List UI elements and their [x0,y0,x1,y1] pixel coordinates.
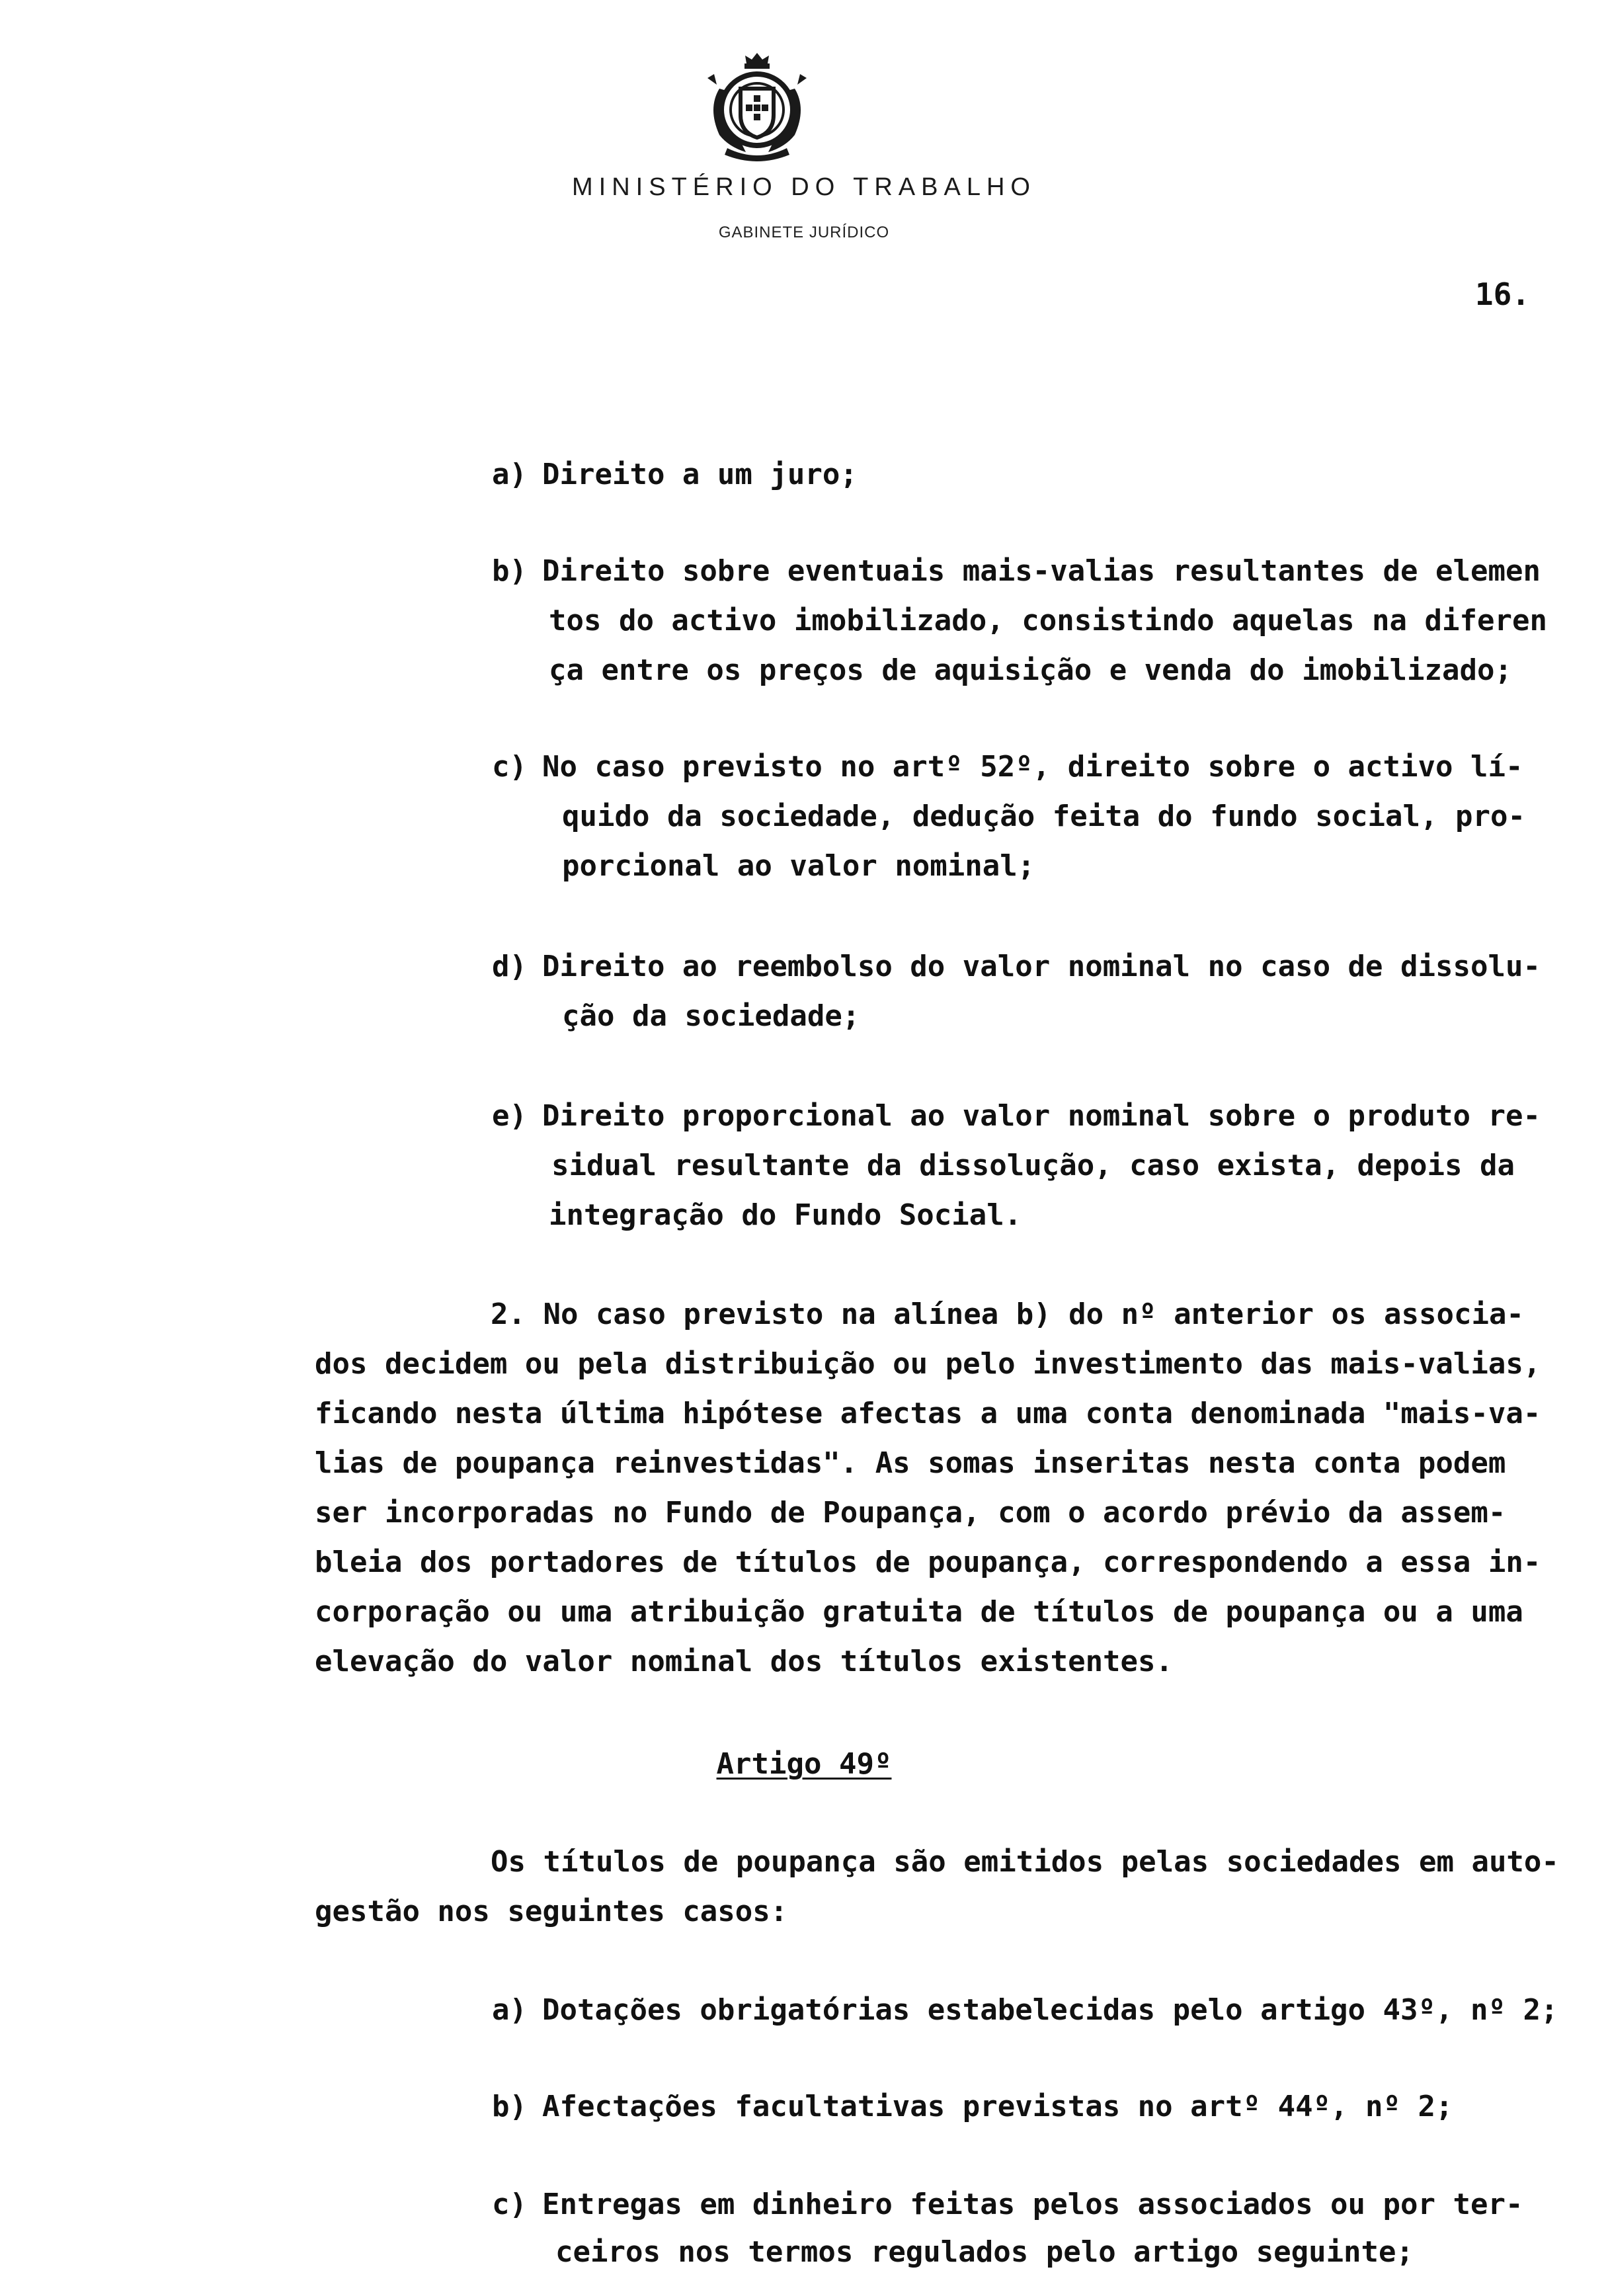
article-heading [0,1739,1608,1789]
list-item-line: Direito proporcional ao valor nominal sobre o produto re- [542,1099,1541,1133]
list-item-label: e) [492,1099,527,1133]
paragraph-line: lias de poupança reinvestidas". As somas inseritas nesta conta podem [315,1446,1506,1480]
list-item-label: a) [492,1993,527,2027]
list-item-line: quido da sociedade, dedução feita do fundo social, pro- [562,800,1525,833]
list-item-line: Direito sobre eventuais mais-valias resultantes de elemen [542,554,1541,588]
paragraph-line: elevação do valor nominal dos títulos existentes. [315,1645,1174,1678]
paragraph-line: bleia dos portadores de títulos de poupança, correspondendo a essa in- [315,1545,1541,1579]
list-item-line: tos do activo imobilizado, consistindo aquelas na diferen [549,604,1547,637]
list-item-label: a) [492,458,527,491]
list-item-line: No caso previsto no artº 52º, direito sobre o activo lí- [542,750,1523,784]
list-item-label: d) [492,950,527,983]
paragraph-line: gestão nos seguintes casos: [315,1895,788,1928]
paragraph-line: Os títulos de poupança são emitidos pelas sociedades em auto- [491,1845,1559,1879]
paragraph-line: ser incorporadas no Fundo de Poupança, com o acordo prévio da assem- [315,1496,1506,1530]
list-item-line: ça entre os preços de aquisição e venda do imobilizado; [549,653,1512,687]
list-item-label: b) [492,554,527,588]
paragraph-line: corporação ou uma atribuição gratuita de títulos de poupança ou a uma [315,1595,1523,1629]
list-item-line: ção da sociedade; [562,999,860,1033]
list-item-line: ceiros nos termos regulados pelo artigo seguinte; [555,2235,1414,2269]
ministry-name: MINISTÉRIO DO TRABALHO [572,173,1036,201]
list-item-line: integração do Fundo Social. [549,1198,1022,1232]
list-item-line: Dotações obrigatórias estabelecidas pelo artigo 43º, nº 2; [542,1993,1558,2027]
paragraph-line: dos decidem ou pela distribuição ou pelo investimento das mais-valias, [315,1347,1541,1381]
list-item-line: sidual resultante da dissolução, caso exista, depois da [551,1149,1515,1182]
paragraph-line: 2. No caso previsto na alínea b) do nº anterior os associa- [491,1297,1524,1331]
list-item-label: b) [492,2090,527,2123]
coat-of-arms-icon [688,49,826,161]
list-item-label: c) [492,750,527,784]
paragraph-line: ficando nesta última hipótese afectas a uma conta denominada "mais-va- [315,1397,1541,1430]
list-item-line: Direito a um juro; [542,458,858,491]
list-item-line: Direito ao reembolso do valor nominal no caso de dissolu- [542,950,1541,983]
list-item-line: Afectações facultativas previstas no artº 44º, nº 2; [542,2090,1453,2123]
article-heading-text: Artigo 49º [716,1747,892,1781]
office-name: GABINETE JURÍDICO [718,224,890,241]
page-number: 16. [1474,276,1530,312]
list-item-line: porcional ao valor nominal; [562,849,1035,883]
list-item-line: Entregas em dinheiro feitas pelos associados ou por ter- [542,2188,1523,2221]
list-item-label: c) [492,2188,527,2221]
